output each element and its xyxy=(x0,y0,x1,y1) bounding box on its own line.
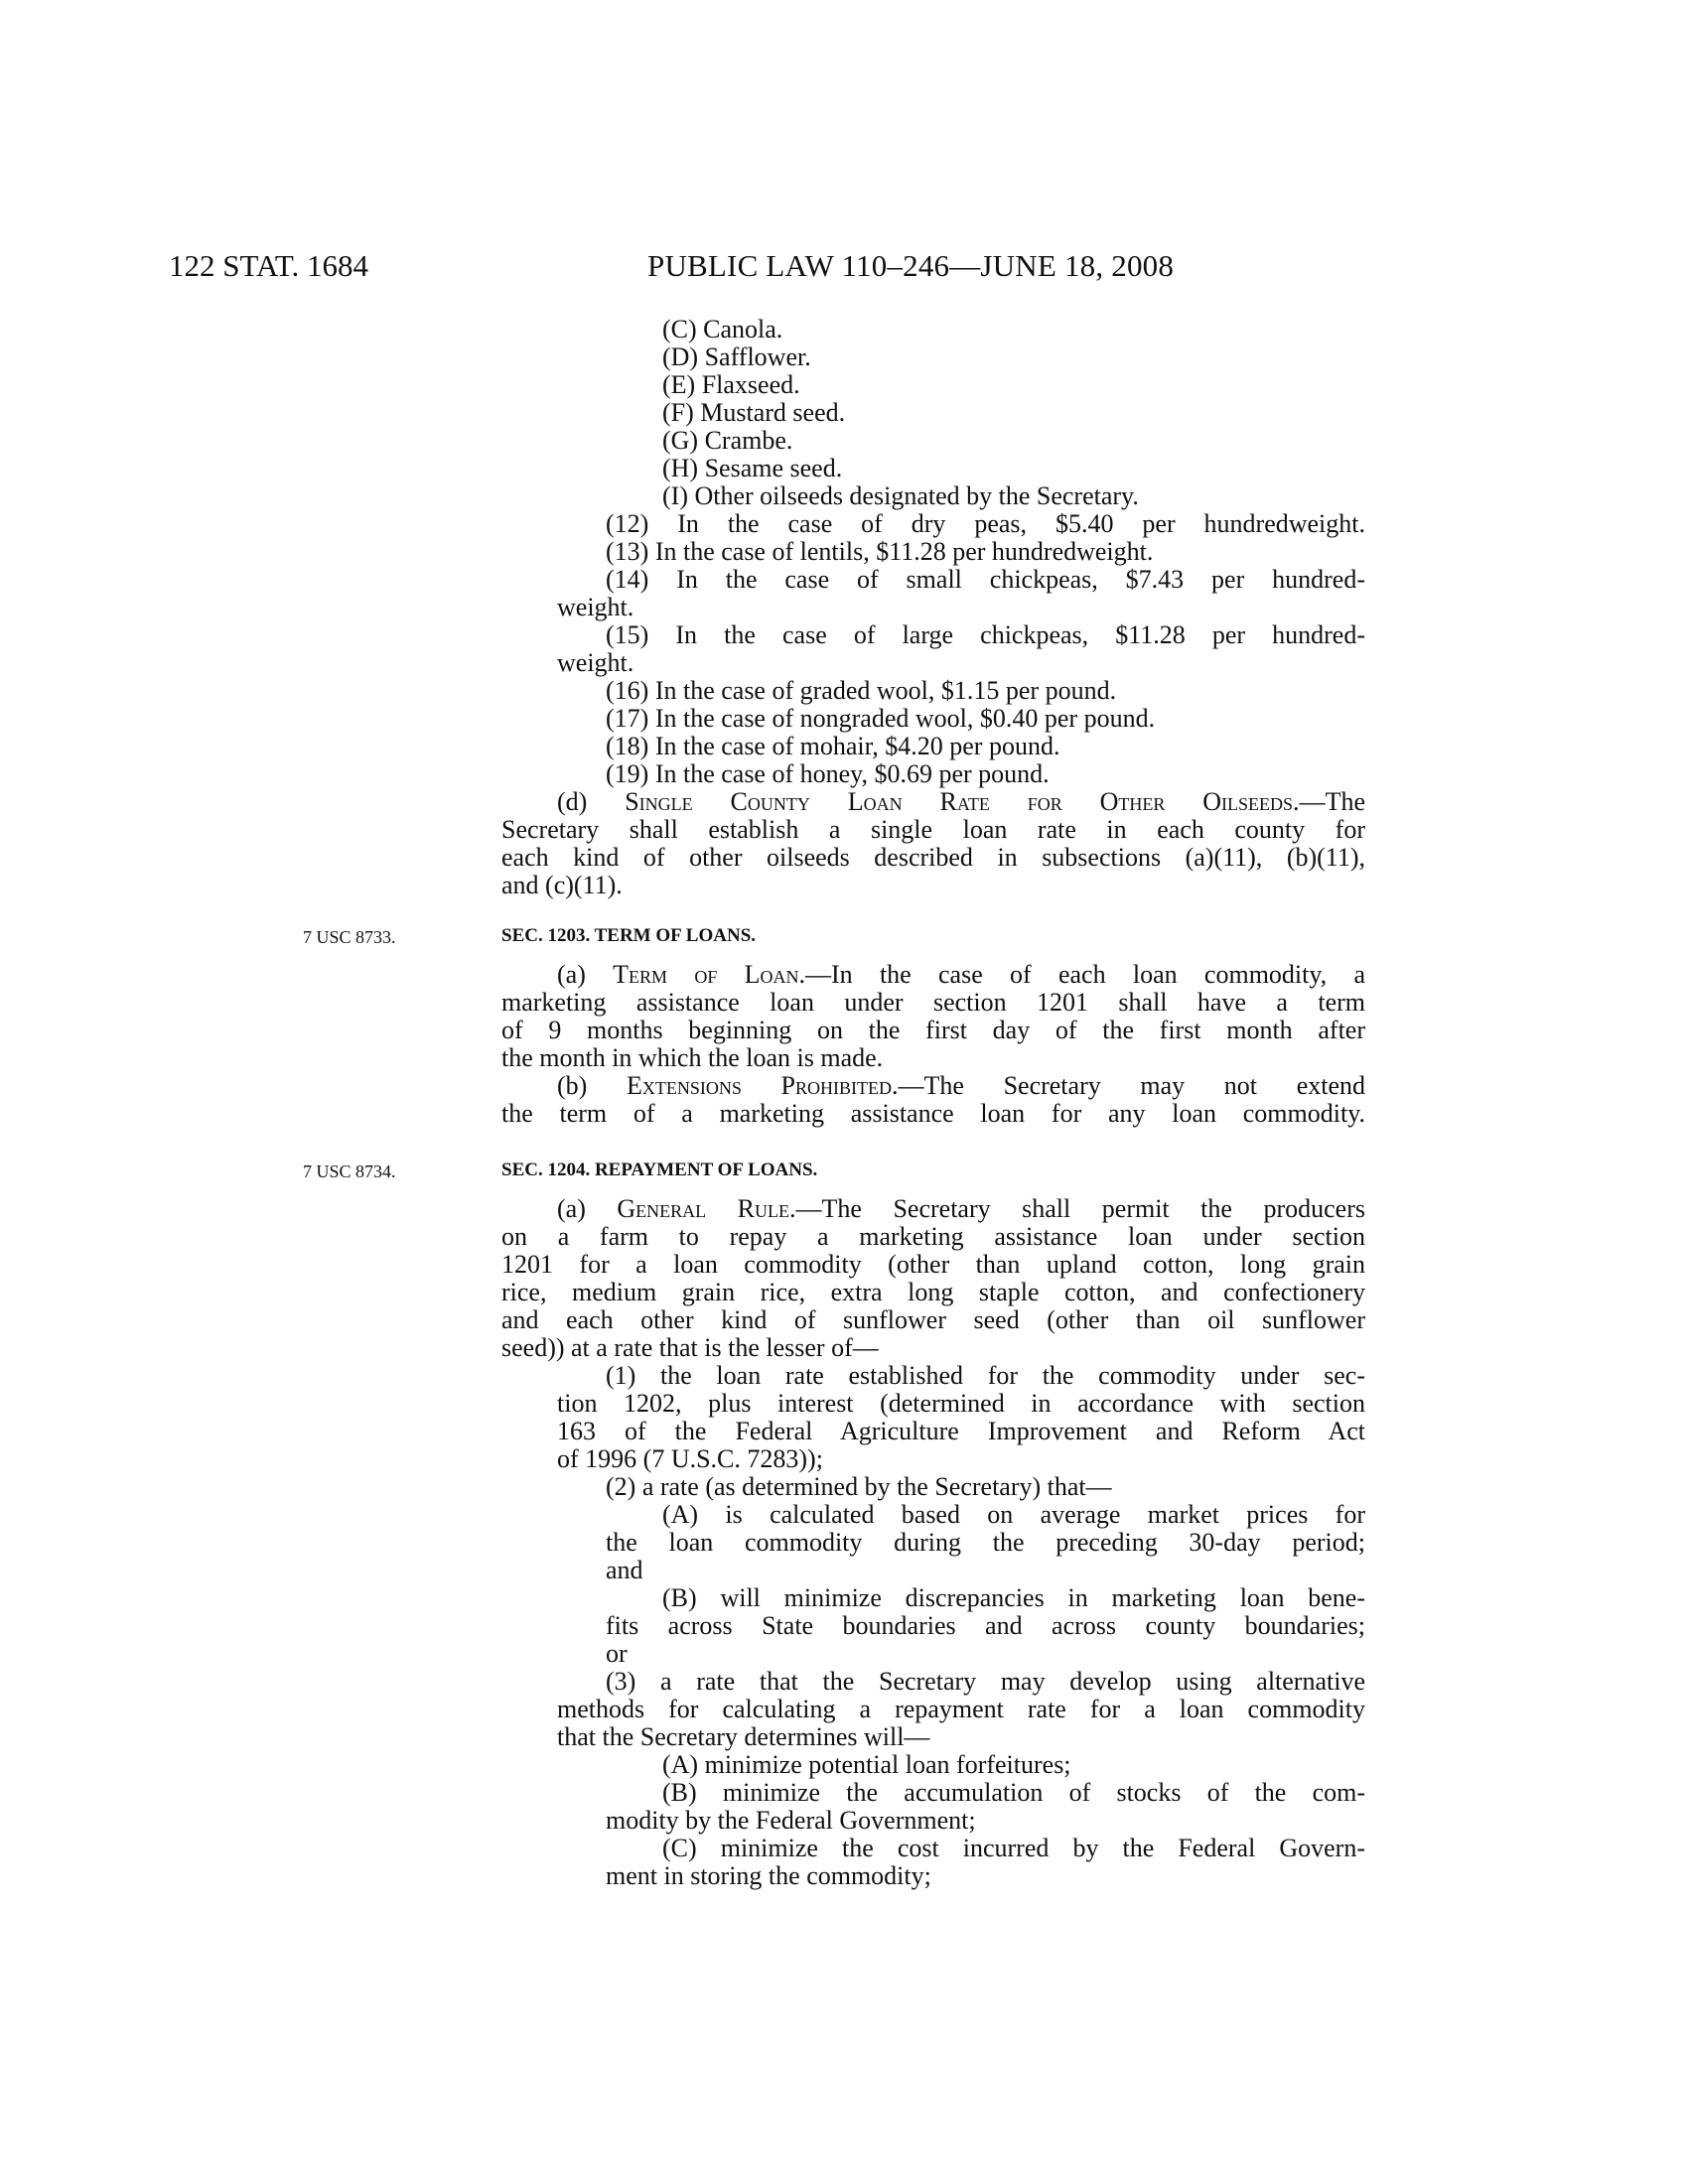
subsection-a xyxy=(557,1195,1365,1223)
subsection-text: —The Secretary may not extend xyxy=(898,1071,1365,1100)
margin-citation: 7 USC 8733. xyxy=(303,927,396,947)
subsection-heading: General Rule. xyxy=(617,1194,796,1223)
list-item: (F) Mustard seed. xyxy=(662,398,846,427)
subsection-label: (a) xyxy=(557,1194,618,1223)
subsection-label: (b) xyxy=(557,1071,627,1100)
subparagraph-2A: (A) is calculated based on average market prices for xyxy=(662,1500,1365,1529)
subsection-line: rice, medium grain rice, extra long staple cotton, and confectionery xyxy=(501,1278,1365,1306)
subsection-line: 1201 for a loan commodity (other than upland cotton, long grain xyxy=(501,1250,1365,1279)
subparagraph-line: modity by the Federal Government; xyxy=(606,1806,976,1835)
paragraph-16: (16) In the case of graded wool, $1.15 per pound. xyxy=(606,676,1117,705)
subsection-line: and each other kind of sunflower seed (other than oil sunflower xyxy=(501,1305,1365,1334)
paragraph-line: methods for calculating a repayment rate for a loan commodity xyxy=(557,1695,1365,1723)
subparagraph-line: the loan commodity during the preceding 30-day period; xyxy=(606,1528,1365,1557)
list-item: (H) Sesame seed. xyxy=(662,454,843,482)
subparagraph-3A: (A) minimize potential loan forfeitures; xyxy=(662,1750,1071,1779)
margin-citation: 7 USC 8734. xyxy=(303,1161,396,1181)
paragraph-12: (12) In the case of dry peas, $5.40 per hundredweight. xyxy=(606,509,1365,538)
subsection-line: the month in which the loan is made. xyxy=(501,1043,884,1072)
subsection-a xyxy=(557,961,1365,989)
subsection-text: —In the case of each loan commodity, a xyxy=(805,960,1366,989)
paragraph-19: (19) In the case of honey, $0.69 per pound. xyxy=(606,759,1050,788)
subsection-line: marketing assistance loan under section 1201 shall have a term xyxy=(501,988,1365,1017)
subsection-b xyxy=(557,1072,1365,1100)
paragraph-18: (18) In the case of mohair, $4.20 per pound. xyxy=(606,732,1060,760)
paragraph-15: (15) In the case of large chickpeas, $11.28 per hundred- xyxy=(606,620,1365,649)
list-item: (D) Safflower. xyxy=(662,342,811,371)
subsection-line: seed)) at a rate that is the lesser of— xyxy=(501,1333,879,1362)
paragraph-14: (14) In the case of small chickpeas, $7.43 per hundred- xyxy=(606,565,1365,594)
subsection-label: (d) xyxy=(557,787,626,816)
law-title: PUBLIC LAW 110–246—JUNE 18, 2008 xyxy=(647,248,1175,283)
paragraph-17: (17) In the case of nongraded wool, $0.40 per pound. xyxy=(606,704,1156,733)
subparagraph-line: fits across State boundaries and across county boundaries; xyxy=(606,1611,1365,1640)
paragraph-15-cont: weight. xyxy=(557,648,634,677)
section-heading: SEC. 1203. TERM OF LOANS. xyxy=(501,925,757,946)
subsection-heading: Extensions Prohibited. xyxy=(626,1071,899,1100)
paragraph-line: that the Secretary determines will— xyxy=(557,1722,930,1751)
subsection-heading: Term of Loan. xyxy=(613,960,806,989)
paragraph-13: (13) In the case of lentils, $11.28 per hundredweight. xyxy=(606,537,1154,566)
subsection-text: —The xyxy=(1299,787,1365,816)
paragraph-1: (1) the loan rate established for the commodity under sec- xyxy=(606,1361,1365,1390)
subparagraph-line: or xyxy=(606,1639,628,1668)
subparagraph-line: ment in storing the commodity; xyxy=(606,1861,931,1890)
list-item: (C) Canola. xyxy=(662,315,783,343)
subparagraph-3C: (C) minimize the cost incurred by the Federal Govern- xyxy=(662,1834,1365,1862)
list-item: (E) Flaxseed. xyxy=(662,370,800,399)
subsection-line: on a farm to repay a marketing assistance loan under section xyxy=(501,1222,1365,1251)
statute-page-number: 122 STAT. 1684 xyxy=(169,248,369,283)
subsection-line: of 9 months beginning on the first day of the first month after xyxy=(501,1016,1365,1044)
paragraph-line: tion 1202, plus interest (determined in accordance with section xyxy=(557,1389,1365,1418)
paragraph-14-cont: weight. xyxy=(557,593,634,621)
subsection-d xyxy=(557,788,1365,816)
subsection-heading: Single County Loan Rate for Other Oilseeds. xyxy=(625,787,1300,816)
paragraph-3: (3) a rate that the Secretary may develop using alternative xyxy=(606,1667,1365,1696)
subsection-line: the term of a marketing assistance loan for any loan commodity. xyxy=(501,1099,1365,1128)
subsection-label: (a) xyxy=(557,960,614,989)
subparagraph-line: and xyxy=(606,1556,643,1584)
section-heading: SEC. 1204. REPAYMENT OF LOANS. xyxy=(501,1160,818,1180)
subparagraph-3B: (B) minimize the accumulation of stocks of the com- xyxy=(662,1778,1365,1807)
paragraph-2: (2) a rate (as determined by the Secretary) that— xyxy=(606,1472,1112,1501)
subsection-d-line: and (c)(11). xyxy=(501,871,623,899)
subsection-d-line: Secretary shall establish a single loan rate in each county for xyxy=(501,815,1365,844)
subparagraph-2B: (B) will minimize discrepancies in marketing loan bene- xyxy=(662,1583,1365,1612)
running-header xyxy=(169,248,1261,288)
list-item: (G) Crambe. xyxy=(662,426,793,455)
paragraph-line: 163 of the Federal Agriculture Improvement and Reform Act xyxy=(557,1417,1365,1445)
list-item: (I) Other oilseeds designated by the Secretary. xyxy=(662,481,1139,510)
paragraph-line: of 1996 (7 U.S.C. 7283)); xyxy=(557,1444,823,1473)
subsection-text: —The Secretary shall permit the producers xyxy=(795,1194,1365,1223)
subsection-d-line: each kind of other oilseeds described in subsections (a)(11), (b)(11), xyxy=(501,843,1365,872)
